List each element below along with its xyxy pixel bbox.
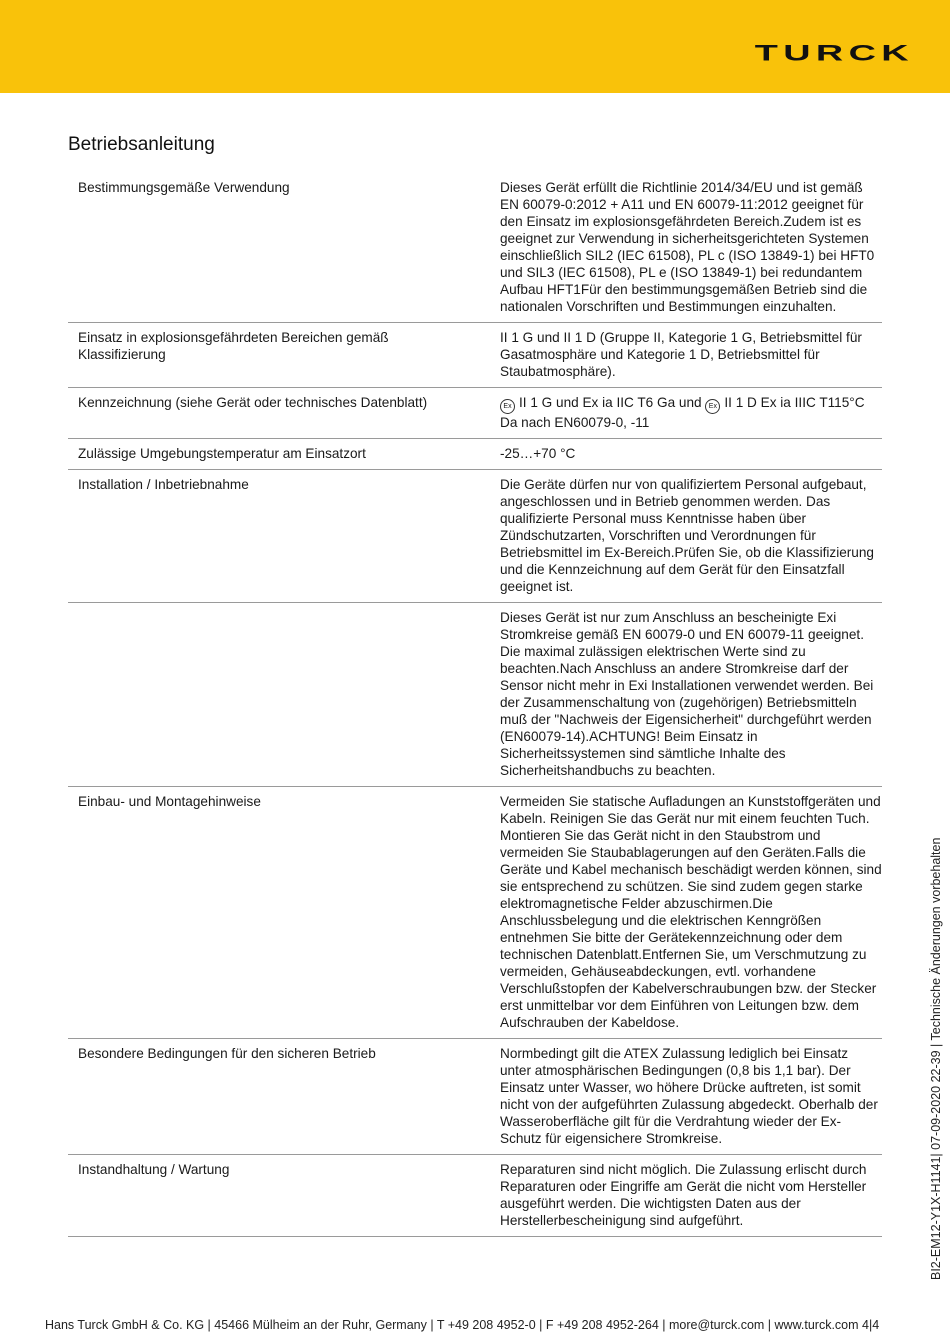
table-row: [68, 603, 882, 787]
table-row: [68, 388, 882, 439]
table-row: [68, 1155, 882, 1237]
marking-text-dust: II 1 D Ex ia IIIC T115°C Da nach EN60079-0, -11: [500, 395, 865, 430]
header-band: [0, 0, 950, 93]
table-row: [68, 787, 882, 1039]
row-value: Dieses Gerät erfüllt die Richtlinie 2014/34/EU und ist gemäß EN 60079-0:2012 + A11 und EN 60079-11:2012 geeignet für den Einsatz im explosionsgefährdeten Bereich.Zudem ist es geeignet zur Verwendung in sicherheitsgerichteten Systemen einschließlich SIL2 (IEC 61508), PL c (ISO 13849-1) bei HFT0 und SIL3 (IEC 61508), PL e (ISO 13849-1) bei redundantem Aufbau HFT1Für den bestimmungsgemäßen Betrieb sind die nationalen Vorschriften und Bestimmungen einzuhalten.: [500, 180, 875, 314]
ex-marking-icon: Ex: [705, 399, 720, 414]
row-label: Instandhaltung / Wartung: [78, 1162, 230, 1177]
table-row: [68, 439, 882, 470]
marking-text-gas: II 1 G und Ex ia IIC T6 Ga und: [519, 395, 702, 410]
table-row: [68, 323, 882, 388]
row-label: Bestimmungsgemäße Verwendung: [78, 180, 290, 195]
row-label: Installation / Inbetriebnahme: [78, 477, 249, 492]
instructions-table: [68, 178, 882, 1237]
row-label: Einbau- und Montagehinweise: [78, 794, 261, 809]
row-label: Einsatz in explosionsgefährdeten Bereichen gemäß Klassifizierung: [78, 330, 389, 362]
document-title: Betriebsanleitung: [68, 134, 215, 155]
table-row: [68, 470, 882, 603]
row-value: Vermeiden Sie statische Aufladungen an Kunststoffgeräten und Kabeln. Reinigen Sie das Gerät nur mit einem feuchten Tuch. Montieren Sie das Gerät nicht in den Staubstrom und vermeiden Sie Staubablagerungen auf den Geräten.Falls die Geräte und Kabel mechanisch beschädigt werden können, sind sie entsprechend zu schützen. Sie sind zudem gegen starke elektromagnetische Felder abzuschirmen.Die Anschlussbelegung und die elektrischen Kenngrößen entnehmen Sie bitte der Gerätekennzeichnung oder dem technischen Datenblatt.Entfernen Sie, um Verschmutzung zu vermeiden, Gehäuseabdeckungen, evtl. vorhandene Verschlußstopfen der Kabelverschraubungen bzw. der Stecker erst unmittelbar vor dem Einführen von Leitungen bzw. dem Aufschrauben der Kabeldose.: [500, 794, 882, 1030]
row-value: II 1 G und II 1 D (Gruppe II, Kategorie 1 G, Betriebsmittel für Gasatmosphäre und Kategorie 1 D, Betriebsmittel für Staubatmosphäre).: [500, 330, 862, 379]
row-value: [484, 388, 882, 439]
footer-contact: Hans Turck GmbH & Co. KG | 45466 Mülheim an der Ruhr, Germany | T +49 208 4952-0 | F +49 208 4952-264 | more@turck.com | www.turck.com 4|4: [45, 1318, 880, 1332]
turck-logo: TURCK: [754, 40, 914, 66]
row-label: [68, 603, 484, 787]
row-value: Dieses Gerät ist nur zum Anschluss an bescheinigte Exi Stromkreise gemäß EN 60079-0 und EN 60079-11 geeignet. Die maximal zulässigen elektrischen Werte sind zu beachten.Nach Anschluss an andere Stromkreise darf der Sensor nicht mehr in Exi Installationen verwendet werden. Bei der Zusammenschaltung von (zugehörigen) Betriebsmitteln muß der "Nachweis der Eigensicherheit" durchgeführt werden (EN60079-14).ACHTUNG! Beim Einsatz in Sicherheitssystemen sind sämtliche Inhalte des Sicherheitshandbuchs zu beachten.: [500, 610, 874, 778]
ex-marking-icon: Ex: [500, 399, 515, 414]
row-value: Normbedingt gilt die ATEX Zulassung lediglich bei Einsatz unter atmosphärischen Bedingungen (0,8 bis 1,1 bar). Der Einsatz unter Wasser, wo höhere Drücke auftreten, ist somit nicht von der aufgeführten Zulassung abgedeckt. Oberhalb der Wasseroberfläche gilt für die Verdrahtung wieder der Ex-Schutz für eigensichere Stromkreise.: [500, 1046, 878, 1146]
row-value: Die Geräte dürfen nur von qualifiziertem Personal aufgebaut, angeschlossen und in Betrieb genommen werden. Das qualifizierte Personal muss Kenntnisse haben über Zündschutzarten, Vorschriften und Verordnungen für Betriebsmittel im Ex-Bereich.Prüfen Sie, ob die Klassifizierung und die Kennzeichnung auf dem Gerät für den Einsatzfall geeignet ist.: [500, 477, 874, 594]
table-row: [68, 178, 882, 323]
document-id-sidebar: BI2-EM12-Y1X-H1141| 07-09-2020 22-39 | Technische Änderungen vorbehalten: [929, 837, 943, 1280]
table-row: [68, 1039, 882, 1155]
row-label: Besondere Bedingungen für den sicheren Betrieb: [78, 1046, 376, 1061]
row-value: Reparaturen sind nicht möglich. Die Zulassung erlischt durch Reparaturen oder Eingriffe am Gerät die nicht vom Hersteller ausgeführt werden. Die wichtigsten Daten aus der Herstellerbescheinigung sind aufgeführt.: [500, 1162, 867, 1228]
row-label: Kennzeichnung (siehe Gerät oder technisches Datenblatt): [78, 395, 428, 410]
row-value: -25…+70 °C: [500, 446, 576, 461]
row-label: Zulässige Umgebungstemperatur am Einsatzort: [78, 446, 366, 461]
